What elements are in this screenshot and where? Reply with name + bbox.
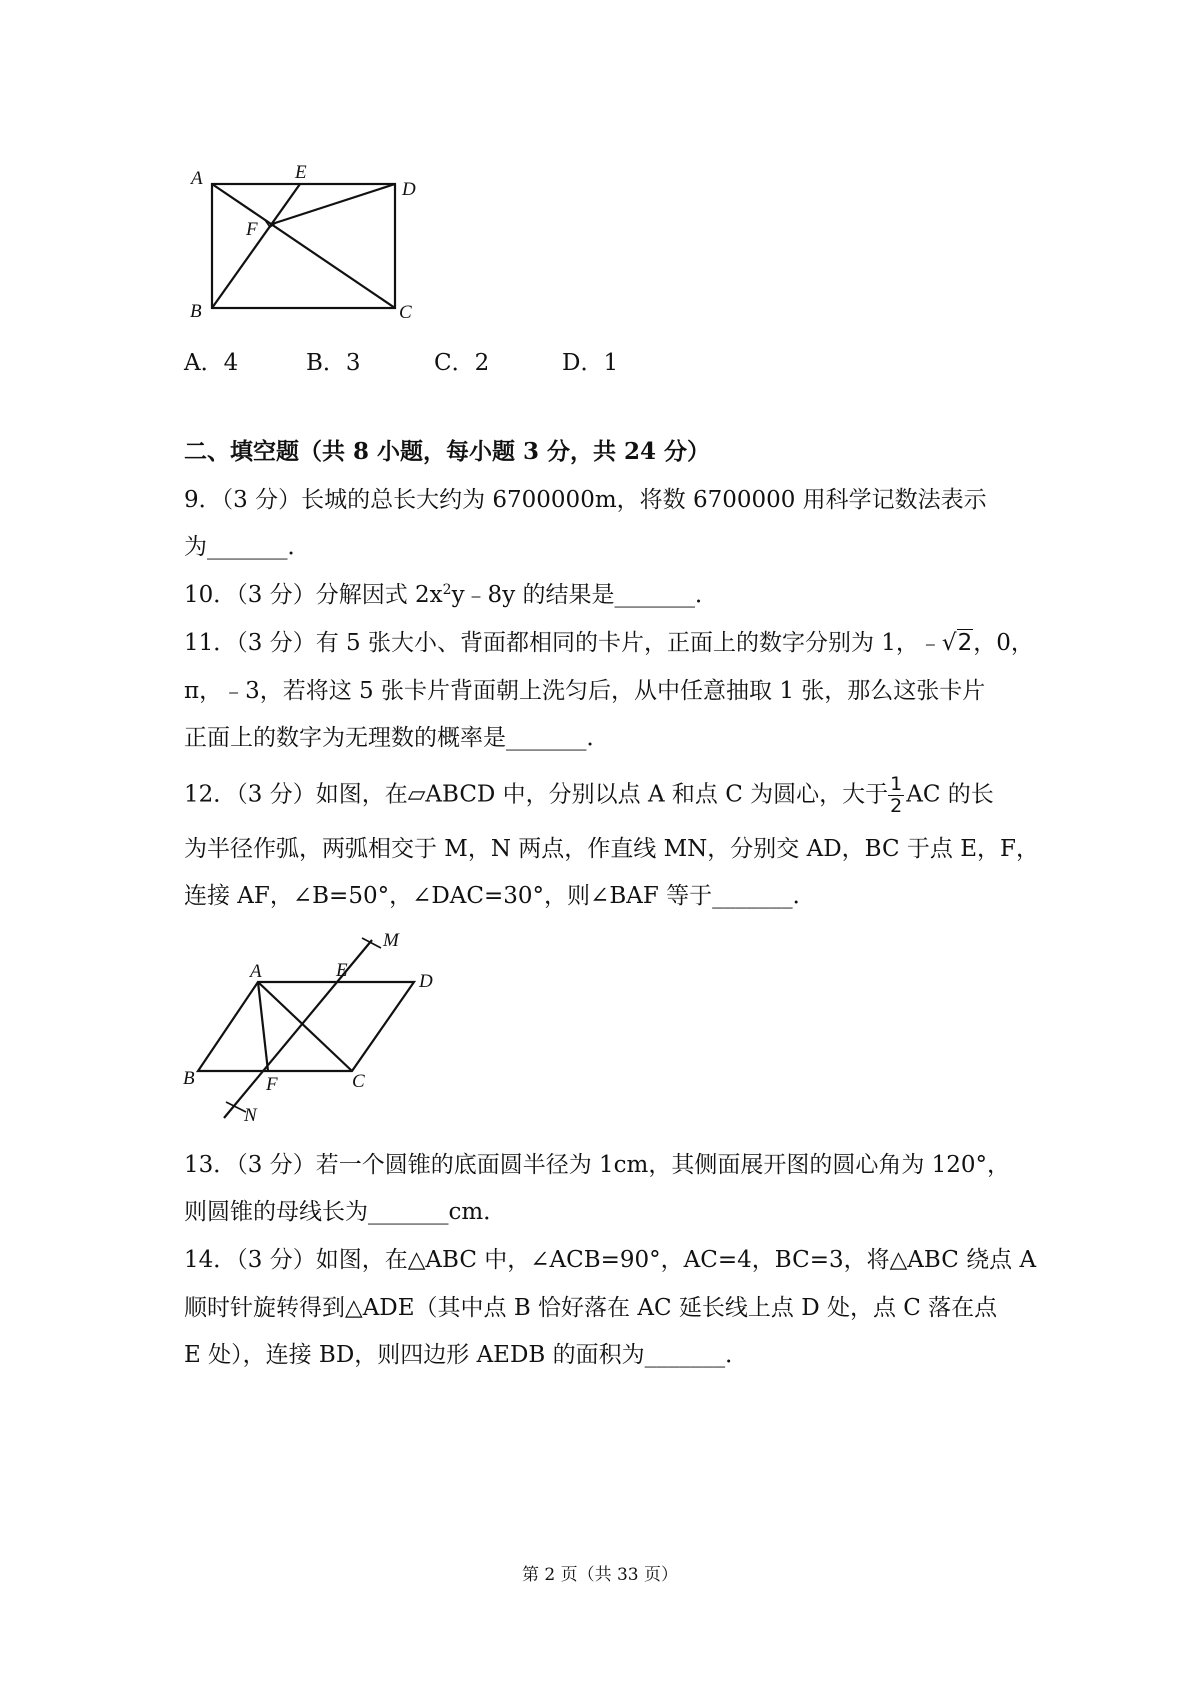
q12-line1-pre: 12．（3 分）如图，在▱ABCD 中，分别以点 A 和点 C 为圆心，大于 [184, 781, 889, 808]
rectangle-figure [180, 155, 420, 325]
label-b: B [190, 301, 202, 322]
q11-line2: π，﹣3，若将这 5 张卡片背面朝上洗匀后，从中任意抽取 1 张，那么这张卡片 [184, 678, 986, 704]
option-c: C．2 [434, 350, 490, 376]
sqrt-expression: √2 [941, 630, 973, 656]
q11-line3: 正面上的数字为无理数的概率是_______． [184, 725, 610, 751]
label-c: C [399, 302, 412, 323]
q10-post: y﹣8y 的结果是_______． [451, 582, 718, 608]
q10-line [184, 584, 718, 607]
fraction-one-half [888, 775, 904, 816]
line-be [212, 184, 300, 308]
label-d: D [402, 179, 416, 200]
option-b: B．3 [306, 350, 361, 376]
page-footer: 第 2 页（共 33 页） [521, 1565, 679, 1585]
q13-line2: 则圆锥的母线长为_______cm． [184, 1199, 507, 1225]
label-c: C [352, 1071, 365, 1092]
q13-line1: 13．（3 分）若一个圆锥的底面圆半径为 1cm，其侧面展开图的圆心角为 120°， [184, 1152, 1011, 1178]
line-fd [272, 184, 395, 224]
label-e: E [295, 162, 307, 183]
diagonal-ac [212, 184, 395, 308]
section-heading: 二、填空题（共 8 小题，每小题 3 分，共 24 分） [184, 438, 711, 465]
q10-pre: 10．（3 分）分解因式 2x [184, 582, 443, 608]
line-mn [224, 940, 372, 1118]
q11-line1 [184, 632, 1034, 655]
q12-line1 [184, 775, 994, 816]
label-a: A [250, 961, 262, 982]
q14-line3: E 处），连接 BD，则四边形 AEDB 的面积为_______． [184, 1342, 749, 1368]
q11-line1-pre: 11．（3 分）有 5 张大小、背面都相同的卡片，正面上的数字分别为 1，﹣ [184, 630, 942, 656]
q12-line2: 为半径作弧，两弧相交于 M，N 两点，作直线 MN，分别交 AD，BC 于点 E，F， [184, 836, 1039, 862]
option-a: A．4 [184, 350, 239, 376]
label-d: D [419, 971, 433, 992]
q9-line2: 为_______． [184, 534, 311, 560]
arc-mark-m [362, 938, 381, 948]
q9-line1: 9．（3 分）长城的总长大约为 6700000m，将数 6700000 用科学记数法表示 [184, 487, 987, 513]
fraction-denominator: 2 [890, 795, 903, 817]
label-f: F [246, 219, 258, 240]
line-af [258, 982, 268, 1071]
q14-line1: 14．（3 分）如图，在△ABC 中，∠ACB=90°，AC=4，BC=3，将△ABC 绕点 A [184, 1247, 1037, 1273]
label-b: B [183, 1068, 195, 1089]
fraction-numerator: 1 [890, 773, 903, 795]
q14-line2: 顺时针旋转得到△ADE（其中点 B 恰好落在 AC 延长线上点 D 处，点 C 落在点 [184, 1295, 998, 1321]
q12-line1-post: AC 的长 [906, 781, 994, 808]
parallelogram-figure [180, 925, 450, 1125]
q11-line1-post: ，0， [973, 630, 1034, 656]
label-f: F [266, 1074, 278, 1095]
sqrt-radicand: 2 [957, 630, 973, 656]
q12-line3: 连接 AF，∠B=50°，∠DAC=30°，则∠BAF 等于_______． [184, 883, 816, 909]
q10-exponent: 2 [442, 582, 452, 598]
label-n: N [244, 1105, 257, 1125]
label-a: A [191, 168, 203, 189]
diagonal-ac [258, 982, 352, 1071]
label-e: E [336, 960, 348, 981]
option-d: D．1 [562, 350, 619, 376]
label-m: M [383, 930, 399, 951]
